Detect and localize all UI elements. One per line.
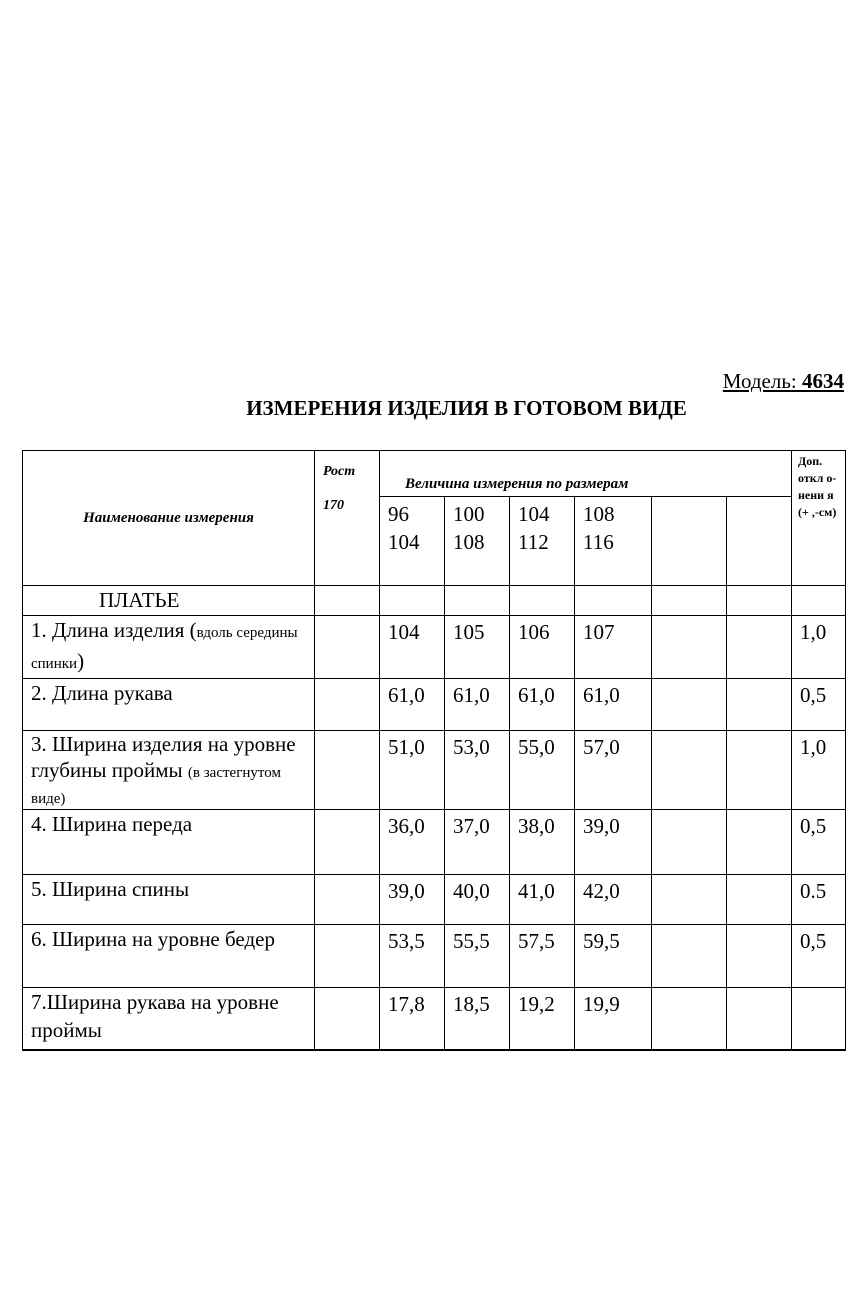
- empty-cell: [315, 810, 380, 875]
- empty-cell: [315, 988, 380, 1050]
- empty-cell: [792, 586, 846, 616]
- table-cell: 55,5: [445, 925, 510, 988]
- table-cell: 55,0: [510, 731, 575, 810]
- row-tolerance: 0.5: [792, 875, 846, 925]
- empty-cell: [727, 925, 792, 988]
- empty-cell: [315, 679, 380, 731]
- row-tolerance: [792, 988, 846, 1050]
- empty-cell: [727, 586, 792, 616]
- measurements-table: [22, 450, 846, 1051]
- header-sizes: Величина измерения по размерам: [380, 451, 792, 497]
- table-cell: 39,0: [575, 810, 652, 875]
- table-row: [23, 988, 846, 1050]
- table-row: [23, 875, 846, 925]
- empty-cell: [652, 616, 727, 679]
- table-row: [23, 679, 846, 731]
- row-name: 6. Ширина на уровне бедер: [23, 925, 315, 988]
- empty-cell: [315, 616, 380, 679]
- table-cell: 41,0: [510, 875, 575, 925]
- empty-cell: [727, 875, 792, 925]
- table-cell: 19,9: [575, 988, 652, 1050]
- empty-cell: [380, 586, 445, 616]
- header-height: Рост 170: [315, 451, 380, 586]
- table-row: [23, 925, 846, 988]
- empty-cell: [652, 810, 727, 875]
- table-cell: 61,0: [445, 679, 510, 731]
- table-cell: 18,5: [445, 988, 510, 1050]
- table-cell: 106: [510, 616, 575, 679]
- size-column: 104 112: [510, 497, 575, 586]
- row-tolerance: 0,5: [792, 810, 846, 875]
- row-name: 7.Ширина рукава на уровне проймы: [23, 988, 315, 1050]
- header-tolerance: Доп. откл о- нени я (+ ,-см): [792, 451, 846, 586]
- row-name: 2. Длина рукава: [23, 679, 315, 731]
- table-cell: 61,0: [575, 679, 652, 731]
- header-name: Наименование измерения: [23, 451, 315, 586]
- empty-cell: [727, 731, 792, 810]
- row-tolerance: 1,0: [792, 616, 846, 679]
- size-column: 100 108: [445, 497, 510, 586]
- table-cell: 57,0: [575, 731, 652, 810]
- size-column: 96 104: [380, 497, 445, 586]
- empty-cell: [652, 586, 727, 616]
- table-cell: 57,5: [510, 925, 575, 988]
- model-label: Модель: 4634: [722, 369, 844, 393]
- model-number: 4634: [802, 369, 844, 393]
- table-cell: 40,0: [445, 875, 510, 925]
- table-cell: 53,5: [380, 925, 445, 988]
- empty-cell: [727, 988, 792, 1050]
- table-cell: 19,2: [510, 988, 575, 1050]
- table-cell: 61,0: [510, 679, 575, 731]
- table-cell: 61,0: [380, 679, 445, 731]
- empty-cell: [445, 586, 510, 616]
- table-cell: 105: [445, 616, 510, 679]
- row-name: 1. Длина изделия (вдоль середины спинки): [23, 616, 315, 679]
- empty-size-column: [652, 497, 727, 586]
- table-row: [23, 731, 846, 810]
- empty-cell: [315, 925, 380, 988]
- table-cell: 51,0: [380, 731, 445, 810]
- empty-cell: [510, 586, 575, 616]
- section-title: ПЛАТЬЕ: [23, 586, 315, 616]
- empty-cell: [652, 679, 727, 731]
- empty-cell: [652, 731, 727, 810]
- empty-cell: [315, 875, 380, 925]
- row-name: 4. Ширина переда: [23, 810, 315, 875]
- table-cell: 42,0: [575, 875, 652, 925]
- empty-cell: [575, 586, 652, 616]
- row-tolerance: 0,5: [792, 679, 846, 731]
- table-row: [23, 810, 846, 875]
- table-cell: 38,0: [510, 810, 575, 875]
- page-title: ИЗМЕРЕНИЯ ИЗДЕЛИЯ В ГОТОВОМ ВИДЕ: [246, 396, 687, 420]
- table-row: [23, 616, 846, 679]
- table-cell: 37,0: [445, 810, 510, 875]
- empty-cell: [727, 810, 792, 875]
- empty-cell: [315, 586, 380, 616]
- empty-cell: [652, 875, 727, 925]
- row-name: 5. Ширина спины: [23, 875, 315, 925]
- empty-cell: [652, 988, 727, 1050]
- empty-cell: [727, 616, 792, 679]
- empty-cell: [315, 731, 380, 810]
- table-cell: 107: [575, 616, 652, 679]
- table-cell: 36,0: [380, 810, 445, 875]
- row-tolerance: 0,5: [792, 925, 846, 988]
- table-cell: 104: [380, 616, 445, 679]
- size-column: 108 116: [575, 497, 652, 586]
- table-cell: 53,0: [445, 731, 510, 810]
- row-tolerance: 1,0: [792, 731, 846, 810]
- table-cell: 17,8: [380, 988, 445, 1050]
- table-cell: 59,5: [575, 925, 652, 988]
- empty-cell: [727, 679, 792, 731]
- table-cell: 39,0: [380, 875, 445, 925]
- empty-size-column: [727, 497, 792, 586]
- row-name: 3. Ширина изделия на уровне глубины проймы (в застегнутом виде): [23, 731, 315, 810]
- empty-cell: [652, 925, 727, 988]
